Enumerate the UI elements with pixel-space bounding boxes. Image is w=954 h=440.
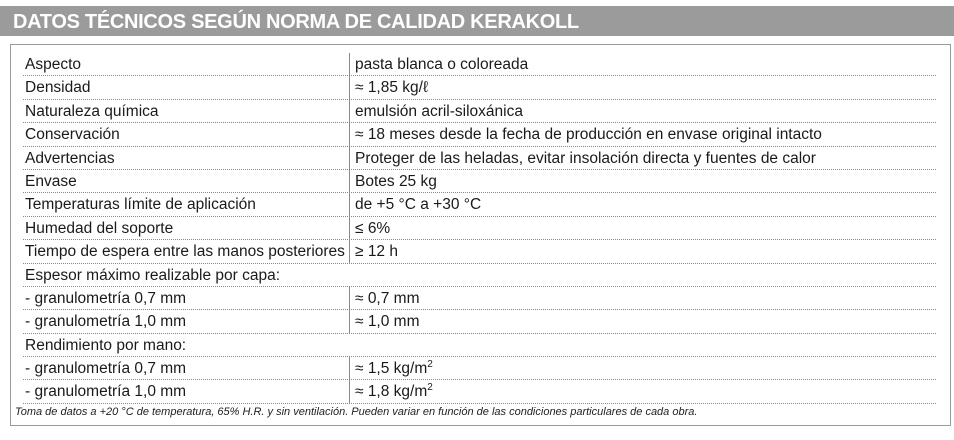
column-divider	[349, 100, 350, 122]
column-divider	[349, 240, 350, 262]
row-value	[355, 149, 816, 168]
column-divider	[349, 53, 350, 75]
row-value	[355, 242, 398, 261]
table-row	[23, 100, 936, 123]
row-value-text: de +5 °C a +30 °C	[355, 196, 482, 214]
table-row	[23, 357, 936, 380]
column-divider	[349, 310, 350, 332]
row-value-text: ≈ 18 meses desde la fecha de producción en envase original intacto	[355, 126, 822, 144]
row-value	[355, 312, 420, 331]
row-label: - granulometría 1,0 mm	[25, 383, 187, 401]
row-value-text: Botes 25 kg	[355, 172, 437, 190]
row-value	[355, 359, 433, 378]
row-value	[355, 125, 822, 144]
row-label: Rendimiento por mano:	[25, 336, 187, 354]
row-label: Temperaturas límite de aplicación	[25, 196, 256, 214]
column-divider	[349, 287, 350, 309]
row-label: - granulometría 1,0 mm	[25, 313, 187, 331]
row-label: Aspecto	[25, 56, 82, 73]
technical-data-table	[10, 44, 951, 426]
table-row	[23, 53, 936, 76]
section-row	[23, 264, 936, 287]
row-value-text: ≥ 12 h	[355, 243, 398, 261]
unit-exponent: 2	[427, 359, 433, 371]
row-value	[355, 382, 433, 401]
row-value-text: ≈ 1,85 kg/ℓ	[355, 79, 428, 97]
column-divider	[349, 193, 350, 215]
column-divider	[349, 123, 350, 145]
table-rows	[23, 53, 936, 404]
section-header	[0, 6, 954, 36]
table-row	[23, 240, 936, 263]
row-value	[355, 78, 428, 97]
row-value	[355, 172, 437, 191]
row-value	[355, 289, 420, 308]
column-divider	[349, 380, 350, 402]
section-row	[23, 334, 936, 357]
row-label: Densidad	[25, 79, 91, 97]
row-value-text: pasta blanca o coloreada	[355, 56, 529, 73]
table-row	[23, 123, 936, 146]
row-value-text: ≈ 0,7 mm	[355, 289, 420, 307]
unit-exponent: 2	[427, 382, 433, 394]
table-row	[23, 170, 936, 193]
row-value-text: emulsión acril-siloxánica	[355, 102, 523, 120]
row-value	[355, 55, 528, 74]
row-value-text: ≤ 6%	[355, 219, 391, 237]
row-label: Espesor máximo realizable por capa:	[25, 266, 281, 284]
section-title: DATOS TÉCNICOS SEGÚN NORMA DE CALIDAD KERAKOLL	[13, 11, 579, 33]
table-row	[23, 76, 936, 99]
table-row	[23, 147, 936, 170]
row-value-text: ≈ 1,0 mm	[355, 313, 420, 331]
row-label: - granulometría 0,7 mm	[25, 289, 187, 307]
row-value-text: Proteger de las heladas, evitar insolación directa y fuentes de calor	[355, 149, 816, 167]
table-row	[23, 193, 936, 216]
row-value	[355, 195, 481, 214]
row-label: Envase	[25, 172, 77, 190]
column-divider	[349, 217, 350, 239]
footnote: Toma de datos a +20 °C de temperatura, 65% H.R. y sin ventilación. Pueden variar en función de las condiciones particulares de cada obra.	[15, 406, 698, 418]
row-label: Tiempo de espera entre las manos posteriores	[25, 243, 345, 261]
column-divider	[349, 170, 350, 192]
row-label: Conservación	[25, 126, 120, 144]
table-row	[23, 380, 936, 403]
row-value-text: ≈ 1,8 kg/m	[355, 383, 428, 401]
row-label: Advertencias	[25, 149, 115, 167]
row-value	[355, 102, 523, 121]
row-label: Humedad del soporte	[25, 219, 174, 237]
row-value-text: ≈ 1,5 kg/m	[355, 360, 428, 378]
column-divider	[349, 76, 350, 98]
table-row	[23, 287, 936, 310]
row-value	[355, 219, 390, 238]
table-row	[23, 217, 936, 240]
column-divider	[349, 147, 350, 169]
row-label: Naturaleza química	[25, 102, 159, 120]
table-row	[23, 310, 936, 333]
row-label: - granulometría 0,7 mm	[25, 360, 187, 378]
column-divider	[349, 357, 350, 379]
